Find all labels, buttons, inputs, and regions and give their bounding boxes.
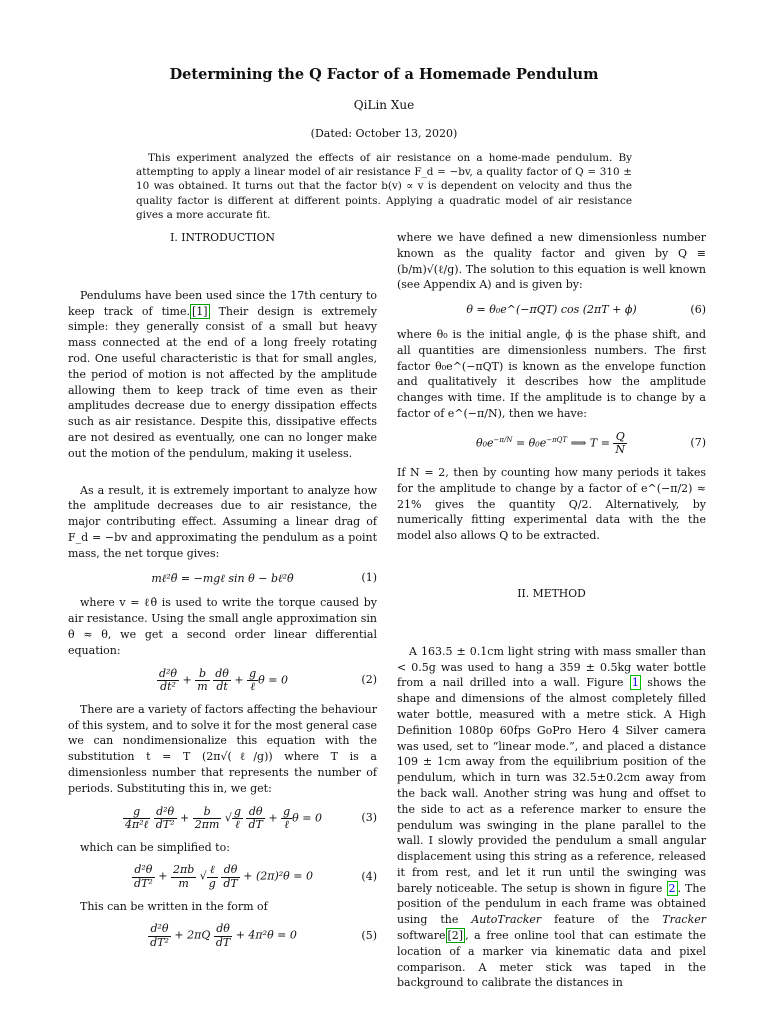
date-line: (Dated: October 13, 2020) xyxy=(310,127,458,140)
equation-1: mℓ²θ̈ = −mgℓ sin θ − bℓ²θ̇ (1) xyxy=(151,571,377,585)
equation-3: $\frac{g}{\text{4π²ℓ}}$ $\frac{\text{d²θ}}{\text{dT²}}$ + $\frac{b}{2\pi m}$ √ $\frac{g}{\text{ℓ}}$ $\frac{d\theta}{dT}$ + $\frac{g}{\text{ℓ}}$ θ = 0 (3) xyxy=(125,804,377,831)
intro-paragraph-8: where θ₀ is the initial angle, ϕ is the phase shift, and all quantities are dimensionless numbers. The first factor θ₀e^(−πQT) is known as the envelope function and qualitatively it describes how the amplitude changes with time. If the amplitude is to change by a factor of e^(−π/N), then we have: xyxy=(397,327,706,420)
intro-paragraph-1: Pendulums have been used since the 17th century to keep track of time. [1] Their design is extremely simple: they generally consist of a small but heavy mass connected at the end of a long freely rotating rod. One useful characteristic is that for small angles, the period of motion is not affected by the amplitude allowing them to keep track of time even as their amplitudes decrease due to energy dissipation effects such as air resistance. Despite this, dissipative effects are not desired as eventually, one can no longer make out the motion of the pendulum, making it useless. xyxy=(68,288,377,460)
intro-paragraph-6: This can be written in the form of xyxy=(80,899,268,913)
figure-2-link[interactable]: 2 xyxy=(668,881,676,895)
intro-paragraph-9: If N = 2, then by counting how many periods it takes for the amplitude to change by a factor of e^(−π/2) ≈ 21% gives the quantity Q/2. Alternatively, by numerically fitting experimental data with the the model also allows Q to be extracted. xyxy=(397,465,706,543)
intro-paragraph-5: which can be simplified to: xyxy=(80,840,230,854)
abstract: This experiment analyzed the effects of air resistance on a home-made pendulum. By attempting to apply a linear model of air resistance F_d = −bv, a quality factor of Q = 310 ± 10 was obtained. It turns out that the factor b(v) ∝ v is dependent on velocity and thus the quality factor is different at different points. Applying a quadratic model of air resistance gives a more accurate fit. xyxy=(136,152,632,221)
intro-paragraph-3: where v = ℓθ̇ is used to write the torque caused by air resistance. Using the small angle approximation sin θ ≈ θ, we get a second order linear differential equation: xyxy=(68,596,377,657)
method-heading: II. METHOD xyxy=(517,586,586,600)
method-paragraph-1: A 163.5 ± 0.1cm light string with mass smaller than < 0.5g was used to hang a 359 ± 0.5kg water bottle from a nail drilled into a wall. Figure 1 shows the shape and dimensions of the almost completely filled water bottle, measured with a metre stick. A High Definition 1080p 60fps GoPro Hero 4 Silver camera was used, set to “linear mode.”, and placed a distance 109 ± 1cm away from the equilibrium position of the pendulum, which in turn was 32.5±0.2cm away from the back wall. Another string was hung and offset to the side to act as a reference marker to ensure the pendulum was swinging in the plane parallel to the wall. I slowly provided the pendulum a small angular displacement using this string as a reference, released it from rest, and let it run until the swinging was barely noticeable. The setup is shown in figure 2 . The position of the pendulum in each frame was obtained using the AutoTracker feature of the Tracker software [2] , a free online tool that can estimate the location of a marker via kinematic data and pixel comparison. A meter stick was taped in the background to calibrate the distances in xyxy=(397,644,706,990)
figure-1-link[interactable]: 1 xyxy=(631,676,639,690)
citation-2-link[interactable]: [2] xyxy=(447,929,464,943)
intro-paragraph-7: where we have defined a new dimensionless number known as the quality factor and given by Q ≡ (b/m)√(ℓ/g). The solution to this equation is well known (see Appendix A) and is given by: xyxy=(397,231,706,292)
right-column xyxy=(397,230,706,991)
intro-paragraph-2: As a result, it is extremely important to analyze how the amplitude decreases due to air resistance, the major contributing effect. Assuming a linear drag of F_d = −bv and approximating the pendulum as a point mass, the net torque gives: xyxy=(68,483,377,560)
equation-2: $\frac{\text{d²θ}}{\text{dt²}}$ + $\frac{b}{m}$ $\frac{d\theta}{dt}$ + $\frac{g}{\text{ℓ}}$ θ = 0 (2) xyxy=(158,666,377,693)
citation-1-link[interactable]: [1] xyxy=(191,304,208,318)
left-column xyxy=(68,230,377,958)
author: QiLin Xue xyxy=(353,98,415,112)
equation-7: $\theta_0e^{-\pi/N} = \theta_0e^{-\pi QT}$ ⟹ T = $\frac{Q}{N}$ (7) xyxy=(475,429,706,456)
intro-paragraph-4: There are a variety of factors affecting the behaviour of this system, and to solve it for the most general case we can nondimensionalize this equation with the substitution t = T (2π√(ℓ/g)) where T is a dimensionless number that represents the number of periods. Substituting this in, we get: xyxy=(68,702,377,795)
equation-6: θ = θ₀e^(−πQT) cos (2πT + ϕ) (6) xyxy=(466,303,706,317)
equation-4: $\frac{\text{d²θ}}{\text{dT²}}$ + $\frac{2\pi b}{m}$ √ $\frac{\text{ℓ}}{g}$ $\frac{d\theta}{dT}$ + (2π)²θ = 0 (4) xyxy=(133,863,377,890)
equation-5: $\frac{\text{d²θ}}{\text{dT²}}$ + 2πQ $\frac{d\theta}{dT}$ + 4π²θ = 0 (5) xyxy=(150,922,377,949)
introduction-heading: I. INTRODUCTION xyxy=(170,231,275,244)
paper-title: Determining the Q Factor of a Homemade Pendulum xyxy=(169,66,599,83)
